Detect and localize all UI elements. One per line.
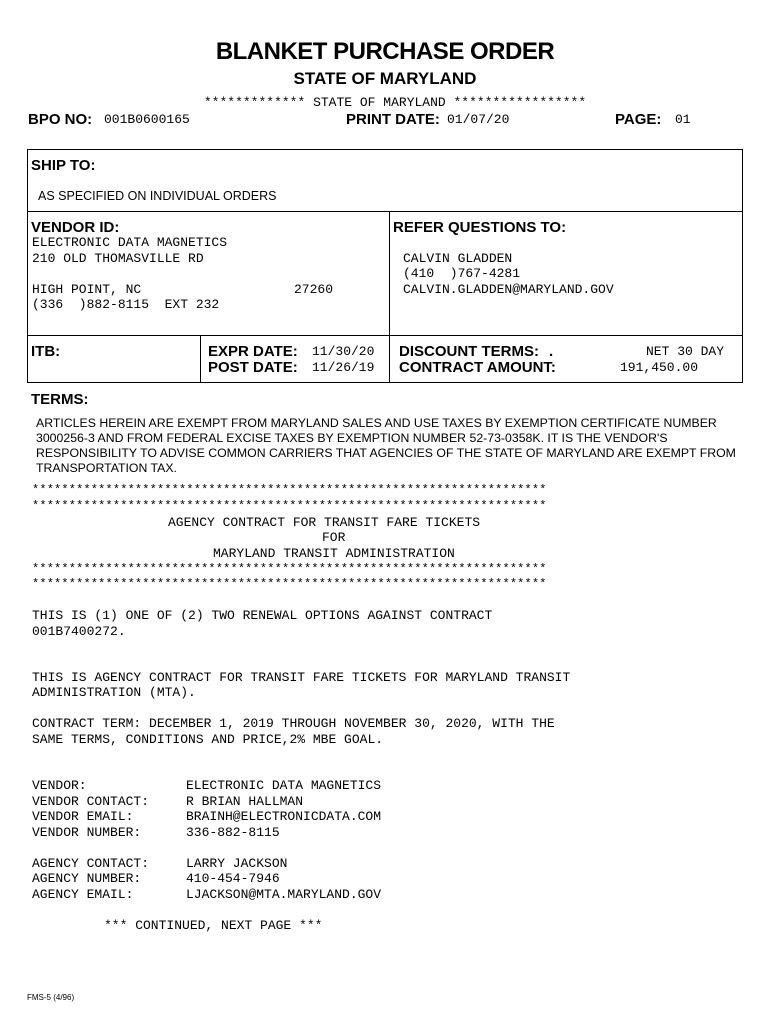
contact-name: CALVIN GLADDEN	[403, 251, 513, 266]
vendor-id-label: VENDOR ID:	[31, 219, 120, 236]
contact-value: 410-454-7946	[186, 871, 280, 886]
page-number: 01	[675, 112, 691, 127]
bpo-number: 001B0600165	[104, 112, 190, 127]
contact-value: BRAINH@ELECTRONICDATA.COM	[186, 809, 382, 824]
discount-terms-value: NET 30 DAY	[646, 344, 725, 359]
contact-label: AGENCY EMAIL:	[32, 887, 134, 902]
ship-to-label: SHIP TO:	[31, 157, 96, 174]
star-divider: **********************************************************************	[32, 483, 547, 497]
terms-text: ARTICLES HEREIN ARE EXEMPT FROM MARYLAND SALES AND USE TAXES BY EXEMPTION CERTIFICATE NUMBER 3000256-3 AND FROM FEDERAL EXCISE TAXES BY EXEMPTION NUMBER 52-73-0358K. IT IS THE VENDOR'S RESPONSIBILITY TO ADVISE COMMON CARRIERS THAT AGENCIES OF THE STATE OF MARYLAND ARE EXEMPT FROM TRANSPORTATION TAX.	[36, 416, 736, 475]
contract-amount-value: 191,450.00	[620, 360, 699, 375]
star-divider: **********************************************************************	[32, 562, 547, 576]
itb-label: ITB:	[31, 343, 61, 360]
contact-label: VENDOR EMAIL:	[32, 809, 134, 824]
state-banner: ************* STATE OF MARYLAND *****************	[203, 95, 587, 110]
contact-phone: (410 )767-4281	[403, 266, 521, 281]
form-grid	[27, 149, 743, 383]
print-date-value: 01/07/20	[447, 112, 510, 127]
ship-to-value: AS SPECIFIED ON INDIVIDUAL ORDERS	[38, 189, 277, 203]
contact-label: VENDOR:	[32, 778, 87, 793]
divider	[27, 211, 743, 212]
refer-questions-label: REFER QUESTIONS TO:	[393, 219, 567, 236]
post-date-label: POST DATE:	[208, 359, 298, 376]
contract-amount-label: CONTRACT AMOUNT:	[399, 359, 556, 376]
contact-label: AGENCY NUMBER:	[32, 871, 142, 886]
print-date-label: PRINT DATE:	[346, 111, 440, 128]
body-text: 001B7400272.	[32, 624, 126, 639]
form-number: FMS-5 (4/96)	[27, 993, 75, 1002]
contact-value: LARRY JACKSON	[186, 856, 288, 871]
document-title: BLANKET PURCHASE ORDER	[215, 38, 555, 65]
vendor-name: ELECTRONIC DATA MAGNETICS	[32, 235, 228, 250]
star-divider: **********************************************************************	[32, 499, 547, 513]
agency-block-line: MARYLAND TRANSIT ADMINISTRATION	[213, 546, 455, 561]
contact-value: 336-882-8115	[186, 825, 280, 840]
agency-block-line: FOR	[322, 530, 346, 545]
terms-label: TERMS:	[31, 391, 89, 408]
body-text: THIS IS (1) ONE OF (2) TWO RENEWAL OPTIONS AGAINST CONTRACT	[32, 608, 493, 623]
discount-terms-dot: .	[549, 343, 554, 360]
vendor-city: HIGH POINT, NC	[32, 282, 142, 297]
bpo-label: BPO NO:	[28, 111, 93, 128]
post-date-value: 11/26/19	[312, 360, 375, 375]
body-text: THIS IS AGENCY CONTRACT FOR TRANSIT FARE TICKETS FOR MARYLAND TRANSIT	[32, 670, 571, 685]
body-text: CONTRACT TERM: DECEMBER 1, 2019 THROUGH NOVEMBER 30, 2020, WITH THE	[32, 716, 555, 731]
contact-label: AGENCY CONTACT:	[32, 856, 150, 871]
vendor-phone: (336 )882-8115 EXT 232	[32, 297, 220, 312]
contact-label: VENDOR CONTACT:	[32, 794, 150, 809]
contact-label: VENDOR NUMBER:	[32, 825, 142, 840]
vendor-zip: 27260	[294, 282, 334, 297]
document-subtitle: STATE OF MARYLAND	[293, 69, 477, 88]
divider	[200, 335, 201, 383]
discount-terms-label: DISCOUNT TERMS:	[399, 343, 539, 360]
star-divider: **********************************************************************	[32, 577, 547, 591]
body-text: ADMINISTRATION (MTA).	[32, 685, 196, 700]
expr-date-label: EXPR DATE:	[208, 343, 298, 360]
vendor-address: 210 OLD THOMASVILLE RD	[32, 251, 204, 266]
agency-block-line: AGENCY CONTRACT FOR TRANSIT FARE TICKETS	[168, 515, 481, 530]
contact-value: ELECTRONIC DATA MAGNETICS	[186, 778, 382, 793]
contact-value: LJACKSON@MTA.MARYLAND.GOV	[186, 887, 382, 902]
continued-note: *** CONTINUED, NEXT PAGE ***	[104, 918, 323, 933]
page-label: PAGE:	[615, 111, 662, 128]
contact-email: CALVIN.GLADDEN@MARYLAND.GOV	[403, 282, 614, 297]
divider	[27, 335, 743, 336]
expr-date-value: 11/30/20	[312, 344, 375, 359]
body-text: SAME TERMS, CONDITIONS AND PRICE,2% MBE GOAL.	[32, 732, 384, 747]
divider	[389, 211, 390, 383]
contact-value: R BRIAN HALLMAN	[186, 794, 304, 809]
